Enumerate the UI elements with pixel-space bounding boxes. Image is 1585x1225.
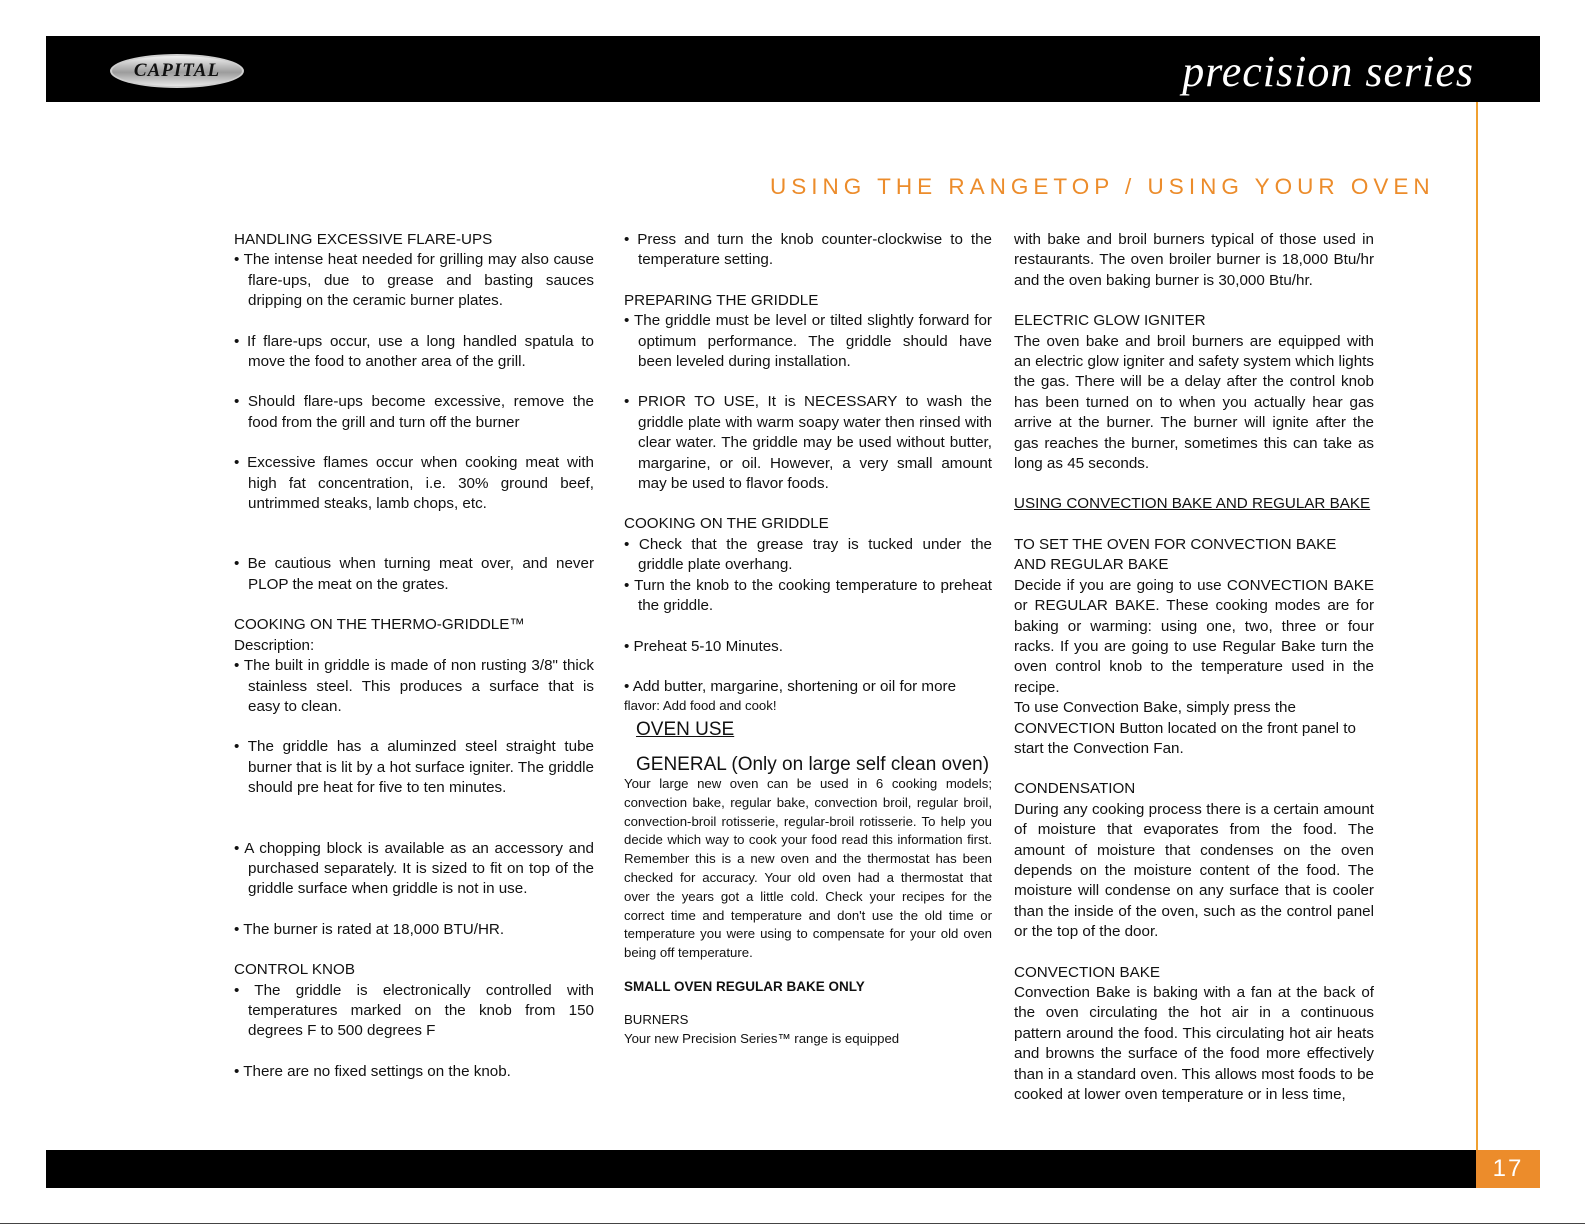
bullet: • The griddle has a aluminzed steel straight tube burner that is lit by a hot surface igniter. The griddle should pre heat for five to ten minutes. bbox=[234, 738, 594, 797]
bullet: • A chopping block is available as an accessory and purchased separately. It is sized to fit on top of the griddle surface when griddle is not in use. bbox=[234, 839, 594, 898]
bullet-continuation: flavor: Add food and cook! bbox=[624, 698, 777, 714]
bullet: • The griddle is electronically controlled with temperatures marked on the knob from 150 degrees F to 500 degrees F bbox=[234, 981, 594, 1040]
bullet: • Turn the knob to the cooking temperature to preheat the griddle. bbox=[624, 576, 992, 615]
heading-using-convection: USING CONVECTION BAKE AND REGULAR BAKE bbox=[1014, 495, 1371, 513]
header-bar bbox=[46, 36, 1540, 102]
section-heading: USING THE RANGETOP / USING YOUR OVEN bbox=[770, 174, 1435, 199]
paragraph: Decide if you are going to use CONVECTION BAKE or REGULAR BAKE. These cooking modes are for baking or warming: using one, two, three or four racks. If you are going to use Regular Bake turn the oven control knob to the temperature used in the recipe. bbox=[1014, 576, 1374, 696]
paragraph: with bake and broil burners typical of those used in restaurants. The oven broiler burner is 18,000 Btu/hr and the oven baking burner is 30,000 Btu/hr. bbox=[1014, 231, 1374, 289]
heading-general: GENERAL (Only on large self clean oven) bbox=[636, 753, 990, 775]
column-3 bbox=[1014, 230, 1374, 1105]
column-2 bbox=[624, 230, 992, 1049]
bullet: • Press and turn the knob counter-clockwise to the temperature setting. bbox=[624, 231, 992, 269]
bullet: • There are no fixed settings on the knob. bbox=[234, 1062, 511, 1080]
footer-bar bbox=[46, 1150, 1540, 1188]
bullet: • The intense heat needed for grilling may also cause flare-ups, due to grease and basting sauces dripping on the ceramic burner plates. bbox=[234, 251, 594, 310]
heading-burners: BURNERS bbox=[624, 1012, 689, 1028]
heading-convection-bake: CONVECTION BAKE bbox=[1014, 963, 1160, 981]
bullet: • PRIOR TO USE, It is NECESSARY to wash the griddle plate with warm soapy water then rinsed with clear water. The griddle may be used without butter, margarine, or oil. However, a very small amount may be used to flavor foods. bbox=[624, 393, 992, 493]
heading-set-oven-2: AND REGULAR BAKE bbox=[1014, 556, 1169, 574]
page-number: 17 bbox=[1476, 1150, 1540, 1188]
small-oven-note: SMALL OVEN REGULAR BAKE ONLY bbox=[624, 978, 865, 994]
column-1 bbox=[234, 230, 594, 1082]
heading-preparing-griddle: PREPARING THE GRIDDLE bbox=[624, 291, 819, 309]
general-text: Your large new oven can be used in 6 cooking models; convection bake, regular bake, convection broil, regular broil, convection-broil rotisserie, regular-broil rotisserie. To help you decide which way to cook your food read this information first. Remember this is a new oven and the thermostat has been checked for accuracy. Your old oven had a thermostat that over the years got a little cold. Check your recipes for the correct time and temperature and don't use the old time or temperature you were using to compensate for your old oven being off temperature. bbox=[624, 775, 992, 961]
heading-cooking-griddle: COOKING ON THE GRIDDLE bbox=[624, 515, 829, 533]
bullet: • The burner is rated at 18,000 BTU/HR. bbox=[234, 920, 505, 938]
bullet: • The griddle must be level or tilted slightly forward for optimum performance. The griddle should have been leveled during installation. bbox=[624, 312, 992, 371]
bottom-divider bbox=[0, 1223, 1585, 1224]
bullet: • The built in griddle is made of non rusting 3/8" thick stainless steel. This produces a surface that is easy to clean. bbox=[234, 657, 594, 715]
heading-glow-igniter: ELECTRIC GLOW IGNITER bbox=[1014, 312, 1206, 330]
bullet: • Be cautious when turning meat over, and never PLOP the meat on the grates. bbox=[234, 555, 594, 593]
capital-logo: CAPITAL bbox=[110, 54, 244, 88]
bullet: • Preheat 5-10 Minutes. bbox=[624, 637, 783, 655]
bullet: • If flare-ups occur, use a long handled spatula to move the food to another area of the grill. bbox=[234, 332, 594, 371]
bullet: • Add butter, margarine, shortening or oil for more bbox=[624, 677, 957, 695]
bullet: • Check that the grease tray is tucked under the griddle plate overhang. bbox=[624, 535, 992, 574]
precision-series-wordmark: precision series bbox=[1182, 47, 1474, 96]
description-label: Description: bbox=[234, 636, 315, 654]
paragraph: During any cooking process there is a certain amount of moisture that evaporates from the food. The amount of moisture that condenses on the oven depends on the moisture content of the food. The moisture will condense on any surface that is cooler than the inside of the oven, such as the control panel or the top of the door. bbox=[1014, 800, 1374, 941]
paragraph: The oven bake and broil burners are equipped with an electric glow igniter and safety system which lights the gas. There will be a delay after the control knob has been turned on to when you actually hear gas arrive at the burner. The burner will ignite after the gas reaches the burner, sometimes this can take as long as 45 seconds. bbox=[1014, 332, 1374, 473]
paragraph: To use Convection Bake, simply press the CONVECTION Button located on the front panel to start the Convection Fan. bbox=[1014, 699, 1356, 757]
bullet: • Should flare-ups become excessive, remove the food from the grill and turn off the burner bbox=[234, 393, 594, 431]
heading-thermo-griddle: COOKING ON THE THERMO-GRIDDLE™ bbox=[234, 616, 525, 634]
paragraph: Convection Bake is baking with a fan at the back of the oven circulating the hot air in a continuous pattern around the food. This circulating hot air heats and browns the surface of the food more effectively than in a standard oven. This allows most foods to be cooked at lower oven temperature or in less time, bbox=[1014, 984, 1374, 1104]
heading-control-knob: CONTROL KNOB bbox=[234, 961, 355, 979]
heading-condensation: CONDENSATION bbox=[1014, 780, 1136, 798]
burners-text: Your new Precision Series™ range is equipped bbox=[624, 1031, 900, 1047]
heading-oven-use: OVEN USE bbox=[636, 719, 735, 741]
orange-vertical-rule bbox=[1476, 102, 1478, 1150]
heading-set-oven-1: TO SET THE OVEN FOR CONVECTION BAKE bbox=[1014, 535, 1337, 553]
heading-flare-ups: HANDLING EXCESSIVE FLARE-UPS bbox=[234, 231, 493, 248]
bullet: • Excessive flames occur when cooking meat with high fat concentration, i.e. 30% ground beef, untrimmed steaks, lamb chops, etc. bbox=[234, 454, 594, 513]
